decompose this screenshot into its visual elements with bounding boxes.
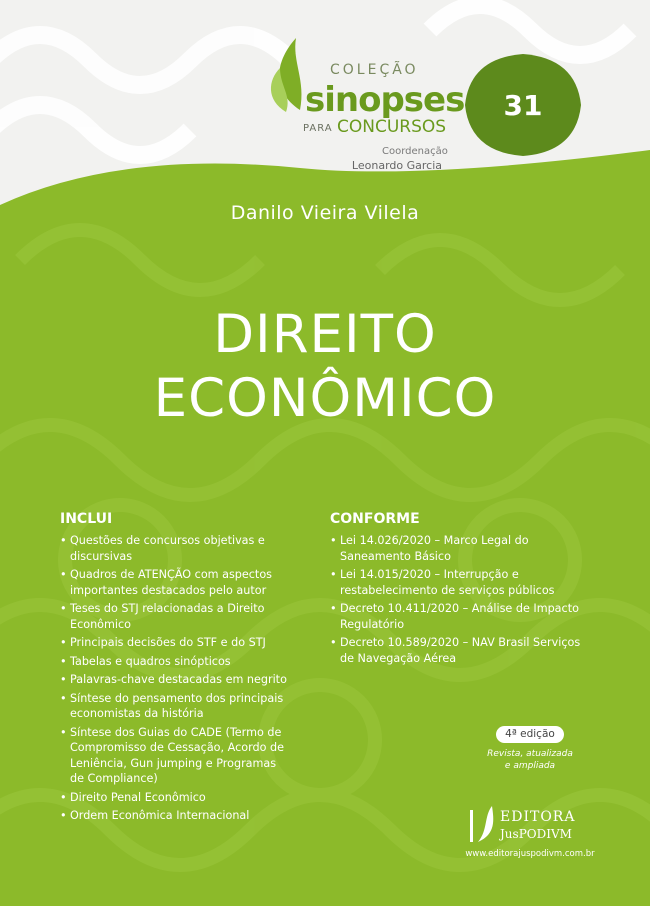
list-item: • Lei 14.026/2020 – Marco Legal do Saneamento Básico (330, 533, 592, 564)
inclui-list (60, 533, 290, 827)
series-name: sinopses (305, 80, 465, 120)
list-item: • Principais decisões do STF e do STJ (60, 635, 290, 651)
list-item: • Decreto 10.411/2020 – Análise de Impacto Regulatório (330, 601, 592, 632)
list-item: • Questões de concursos objetivas e discursivas (60, 533, 290, 564)
list-item: • Lei 14.015/2020 – Interrupção e restabelecimento de serviços públicos (330, 567, 592, 598)
list-item: • Teses do STJ relacionadas a Direito Econômico (60, 601, 290, 632)
coordinator-name: Leonardo Garcia (351, 159, 442, 172)
edition-badge: 4ª edição (496, 726, 564, 743)
list-item: • Direito Penal Econômico (60, 790, 290, 806)
conforme-heading: CONFORME (330, 511, 420, 527)
author-name: Danilo Vieira Vilela (230, 202, 420, 224)
list-item: • Decreto 10.589/2020 – NAV Brasil Serviços de Navegação Aérea (330, 635, 592, 666)
conforme-list (330, 533, 592, 669)
series-top-label: COLEÇÃO (330, 62, 419, 78)
list-item: • Tabelas e quadros sinópticos (60, 654, 290, 670)
publisher-url: www.editorajuspodivm.com.br (465, 849, 595, 859)
title-line-2: ECONÔMICO (153, 368, 497, 429)
list-item: • Síntese do pensamento dos principais economistas da história (60, 691, 290, 722)
series-para: PARA (303, 123, 333, 134)
list-item: • Síntese dos Guias do CADE (Termo de Compromisso de Cessação, Acordo de Leniência, Gun jumping e Programas de Compliance) (60, 725, 290, 787)
publisher-name-line-1: EDITORA (500, 809, 576, 825)
volume-number: 31 (503, 89, 543, 122)
publisher-name-line-2: JusPODIVM (500, 827, 572, 841)
inclui-heading: INCLUI (60, 511, 113, 527)
edition-note-line-1: Revista, atualizada (487, 749, 573, 759)
coordination-label: Coordenação (382, 146, 448, 157)
title-line-1: DIREITO (213, 304, 437, 365)
edition-note-line-2: e ampliada (504, 761, 556, 771)
list-item: • Palavras-chave destacadas em negrito (60, 672, 290, 688)
edition-note (470, 748, 590, 772)
series-concursos: CONCURSOS (337, 117, 447, 137)
list-item: • Quadros de ATENÇÃO com aspectos importantes destacados pelo autor (60, 567, 290, 598)
publisher-logo-mark (470, 806, 493, 842)
list-item: • Ordem Econômica Internacional (60, 808, 290, 824)
